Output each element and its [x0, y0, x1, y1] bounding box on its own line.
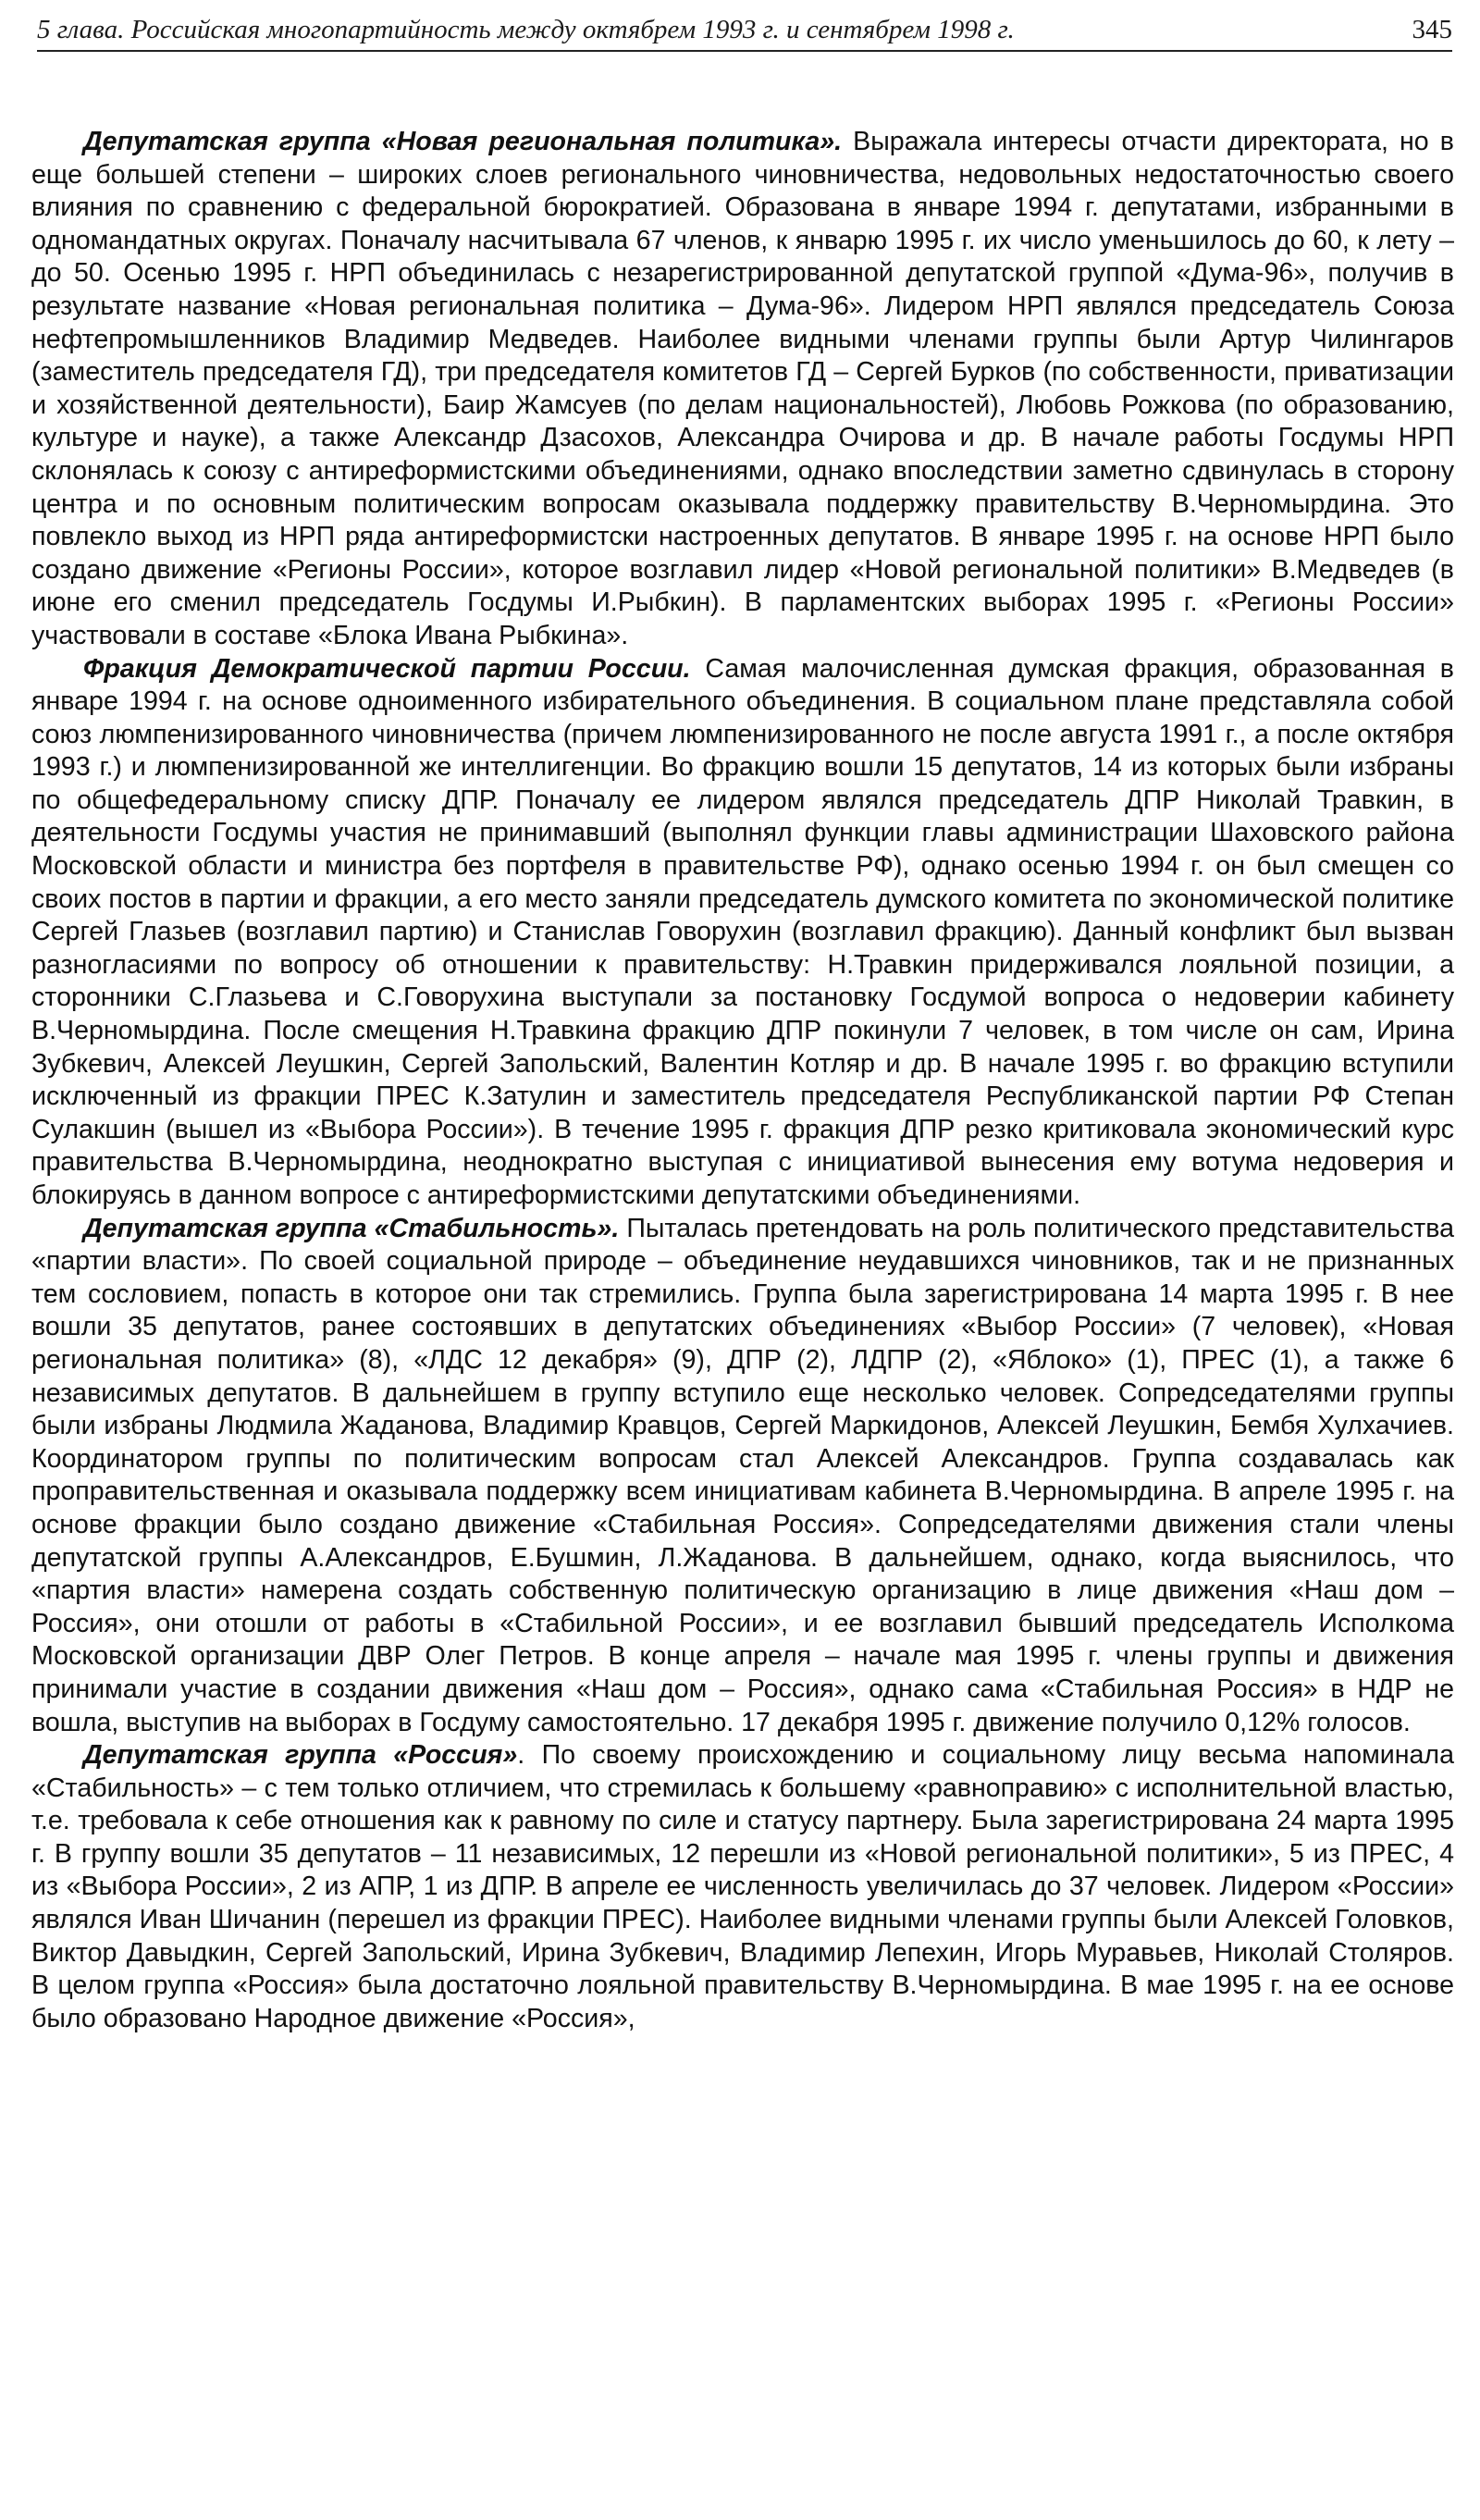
paragraph-democratic-party [31, 653, 1454, 1213]
paragraph-stability-group [31, 1213, 1454, 1740]
chapter-title: 5 глава. Российская многопартийность между октябрем 1993 г. и сентябрем 1998 г. [37, 15, 1015, 44]
paragraph-heading: Депутатская группа «Стабильность». [83, 1213, 620, 1243]
paragraph-text: . По своему происхождению и социальному лицу весьма напоминала «Стабильность» – с тем только отличием, что стремилась к большему «равноправию» с исполнительной властью, т.е. требовала к себе отношения как к равному по силе и статусу партнеру. Была зарегистрирована 24 марта 1995 г. В группу вошли 35 депутатов – 11 независимых, 12 перешли из «Новой региональной политики», 5 из ПРЕС, 4 из «Выбора России», 2 из АПР, 1 из ДПР. В апреле ее численность увеличилась до 37 человек. Лидером «России» являлся Иван Шичанин (перешел из фракции ПРЕС). Наиболее видными членами группы были Алексей Головков, Виктор Давыдкин, Сергей Запольский, Ирина Зубкевич, Владимир Лепехин, Игорь Муравьев, Николай Столяров. В целом группа «Россия» была достаточно лояльной правительству В.Черномырдина. В мае 1995 г. на ее основе было образовано Народное движение «Россия», [31, 1740, 1454, 2033]
page-body [31, 126, 1454, 2035]
paragraph-text: Самая малочисленная думская фракция, образованная в январе 1994 г. на основе одноименного избирательного объединения. В социальном плане представляла собой союз люмпенизированного чиновничества (причем люмпенизированного не после августа 1991 г., а после октября 1993 г.) и люмпенизированной же интеллигенции. Во фракцию вошли 15 депутатов, 14 из которых были избраны по общефедеральному списку ДПР. Поначалу ее лидером являлся председатель ДПР Николай Травкин, в деятельности Госдумы участия не принимавший (выполнял функции главы администрации Шаховского района Московской области и министра без портфеля в правительстве РФ), однако осенью 1994 г. он был смещен со своих постов в партии и фракции, а его место заняли председатель думского комитета по экономической политике Сергей Глазьев (возглавил партию) и Станислав Говорухин (возглавил фракцию). Данный конфликт был вызван разногласиями по вопросу об отношении к правительству: Н.Травкин придерживался лояльной позиции, а сторонники С.Глазьева и С.Говорухина выступали за постановку Госдумой вопроса о недоверии кабинету В.Черномырдина. После смещения Н.Травкина фракцию ДПР покинули 7 человек, в том числе он сам, Ирина Зубкевич, Алексей Леушкин, Сергей Запольский, Валентин Котляр и др. В начале 1995 г. во фракцию вступили исключенный из фракции ПРЕС К.Затулин и заместитель председателя Республиканской партии РФ Степан Сулакшин (вышел из «Выбора России»). В течение 1995 г. фракция ДПР резко критиковала экономический курс правительства В.Черномырдина, неоднократно выступая с инициативой вынесения ему вотума недоверия и блокируясь в данном вопросе с антиреформистскими депутатскими объединениями. [31, 653, 1454, 1210]
paragraph-new-regional-policy [31, 126, 1454, 653]
paragraph-heading: Фракция Демократической партии России. [83, 653, 691, 684]
page-number: 345 [1412, 15, 1452, 44]
paragraph-heading: Депутатская группа «Россия» [83, 1740, 518, 1771]
paragraph-text: Пыталась претендовать на роль политического представительства «партии власти». По своей социальной природе – объединение неудавшихся чиновников, так и не признанных тем сословием, попасть в которое они так стремились. Группа была зарегистрирована 14 марта 1995 г. В нее вошли 35 депутатов, ранее состоявших в депутатских объединениях «Выбор России» (7 человек), «Новая региональная политика» (8), «ЛДС 12 декабря» (9), ДПР (2), ЛДПР (2), «Яблоко» (1), ПРЕС (1), а также 6 независимых депутатов. В дальнейшем в группу вступило еще несколько человек. Сопредседателями группы были избраны Людмила Жаданова, Владимир Кравцов, Сергей Маркидонов, Алексей Леушкин, Бембя Хулхачиев. Координатором группы по политическим вопросам стал Алексей Александров. Группа создавалась как проправительственная и оказывала поддержку всем инициативам кабинета В.Черномырдина. В апреле 1995 г. на основе фракции было создано движение «Стабильная Россия». Сопредседателями движения стали члены депутатской группы А.Александров, Е.Бушмин, Л.Жаданова. В дальнейшем, однако, когда выяснилось, что «партия власти» намерена создать собственную политическую организацию в лице движения «Наш дом – Россия», они отошли от работы в «Стабильной России», и ее возглавил бывший председатель Исполкома Московской организации ДВР Олег Петров. В конце апреля – начале мая 1995 г. члены группы и движения принимали участие в создании движения «Наш дом – Россия», однако сама «Стабильная Россия» в НДР не вошла, выступив на выборах в Госдуму самостоятельно. 17 декабря 1995 г. движение получило 0,12% голосов. [31, 1213, 1455, 1737]
paragraph-text: Выражала интересы отчасти директората, но в еще большей степени – широких слоев регионального чиновничества, недовольных недостаточностью своего влияния по сравнению с федеральной бюрократией. Образована в январе 1994 г. депутатами, избранными в одномандатных округах. Поначалу насчитывала 67 членов, к январю 1995 г. их число уменьшилось до 60, к лету – до 50. Осенью 1995 г. НРП объединилась с незарегистрированной депутатской группой «Дума-96», получив в результате название «Новая региональная политика – Дума-96». Лидером НРП являлся председатель Союза нефтепромышленников Владимир Медведев. Наиболее видными членами группы были Артур Чилингаров (заместитель председателя ГД), три председателя комитетов ГД – Сергей Бурков (по собственности, приватизации и хозяйственной деятельности), Баир Жамсуев (по делам национальностей), Любовь Рожкова (по образованию, культуре и науке), а также Александр Дзасохов, Александра Очирова и др. В начале работы Госдумы НРП склонялась к союзу с антиреформистскими объединениями, однако впоследствии заметно сдвинулась в сторону центра и по основным политическим вопросам оказывала поддержку правительству В.Черномырдина. Это повлекло выход из НРП ряда антиреформистски настроенных депутатов. В январе 1995 г. на основе НРП было создано движение «Регионы России», которое возглавил лидер «Новой региональной политики» В.Медведев (в июне его сменил председатель Госдумы И.Рыбкин). В парламентских выборах 1995 г. «Регионы России» участвовали в составе «Блока Ивана Рыбкина». [31, 127, 1454, 650]
paragraph-russia-group [31, 1739, 1454, 2035]
running-header [37, 9, 1452, 52]
paragraph-heading: Депутатская группа «Новая региональная политика». [83, 127, 843, 156]
